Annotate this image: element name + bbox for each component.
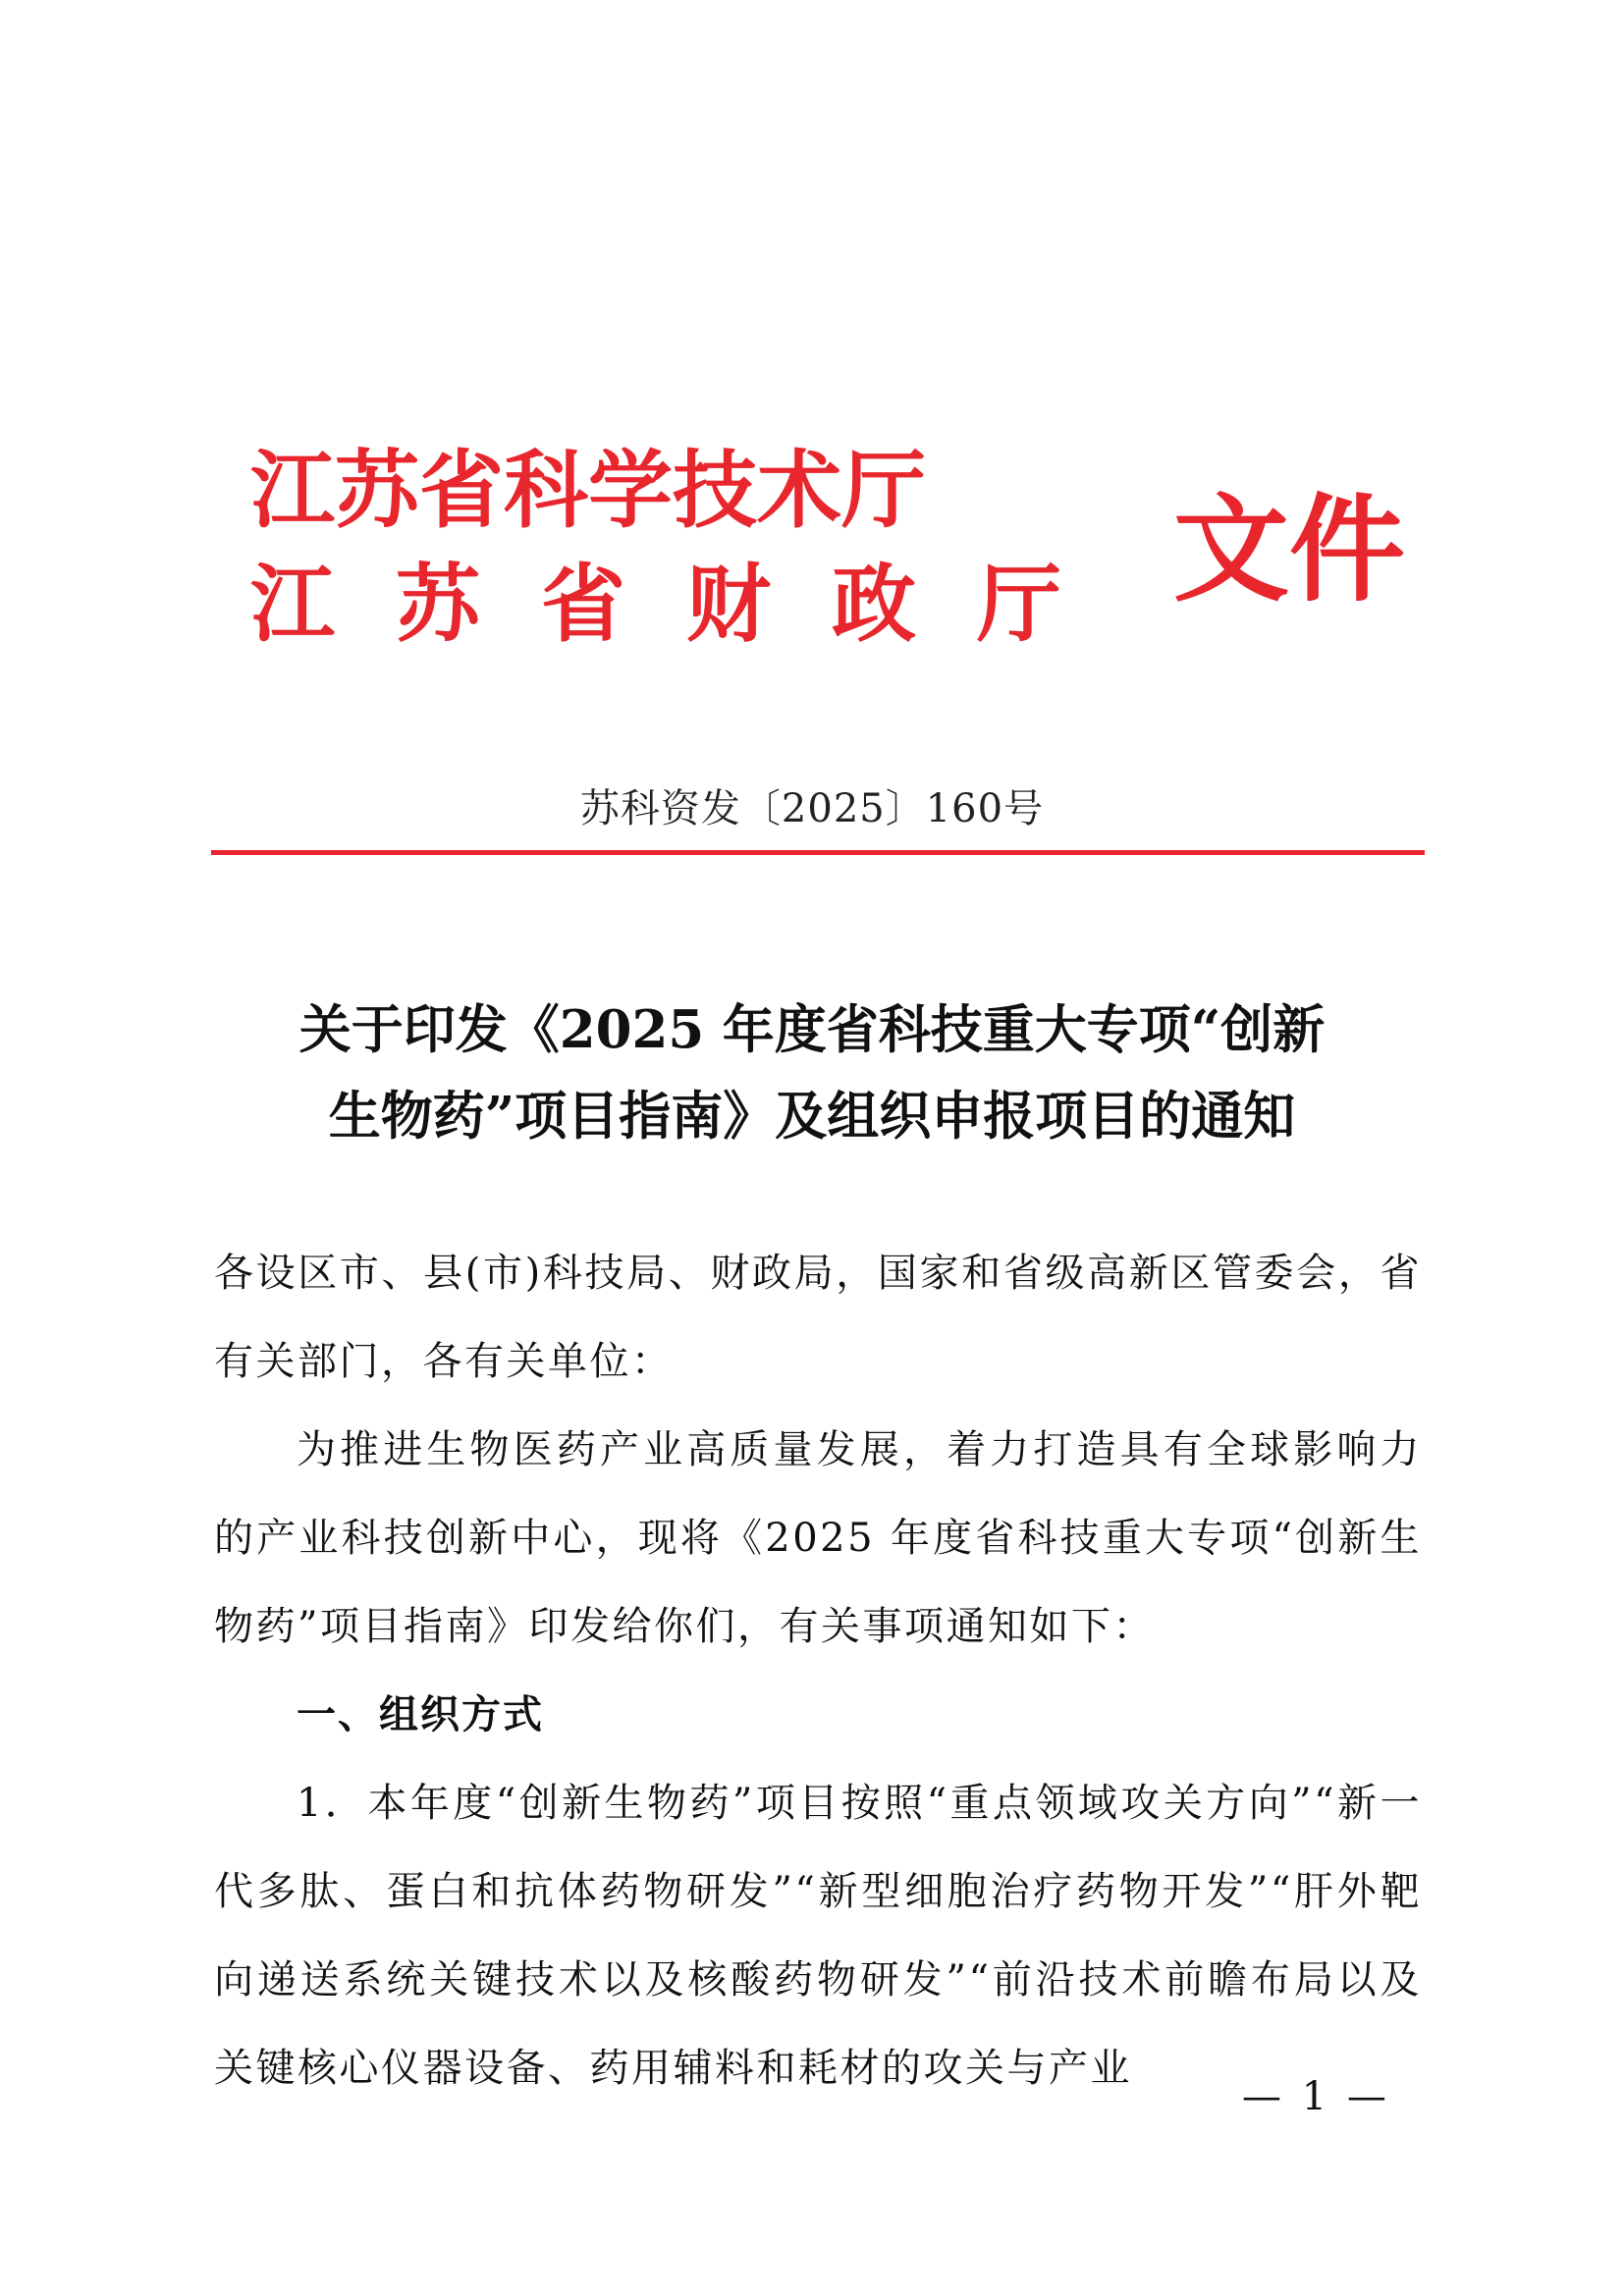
issuer-line-1: 江苏省科学技术厅	[250, 442, 926, 540]
title-line-1: 关于印发《2025 年度省科技重大专项“创新	[298, 999, 1326, 1060]
issuer-line-2: 江苏省财政厅	[250, 556, 1122, 654]
intro-paragraph: 为推进生物医药产业高质量发展，着力打造具有全球影响力的产业科技创新中心，现将《2025 年度省科技重大专项“创新生物药”项目指南》印发给你们，有关事项通知如下：	[214, 1427, 1422, 1649]
letterhead	[250, 432, 1406, 672]
document-type-label: 文件	[1173, 482, 1406, 617]
item-paragraph: 1．本年度“创新生物药”项目按照“重点领域攻关方向”“新一代多肽、蛋白和抗体药物研发”“新型细胞治疗药物开发”“肝外靶向递送系统关键技术以及核酸药物研发”“前沿技术前瞻布局以及关键核心仪器设备、药用辅料和耗材的攻关与产业	[214, 1781, 1422, 2091]
red-separator-line	[211, 850, 1425, 855]
page-number: — 1 —	[1242, 2074, 1390, 2119]
document-body	[214, 1229, 1422, 2112]
document-title	[196, 987, 1428, 1159]
section-heading: 一、组织方式	[297, 1692, 544, 1737]
document-number: 苏科资发〔2025〕160号	[579, 786, 1045, 831]
addressee-paragraph: 各设区市、县(市)科技局、财政局，国家和省级高新区管委会，省有关部门，各有关单位：	[214, 1251, 1422, 1384]
title-line-2: 生物药”项目指南》及组织申报项目的通知	[328, 1086, 1296, 1147]
